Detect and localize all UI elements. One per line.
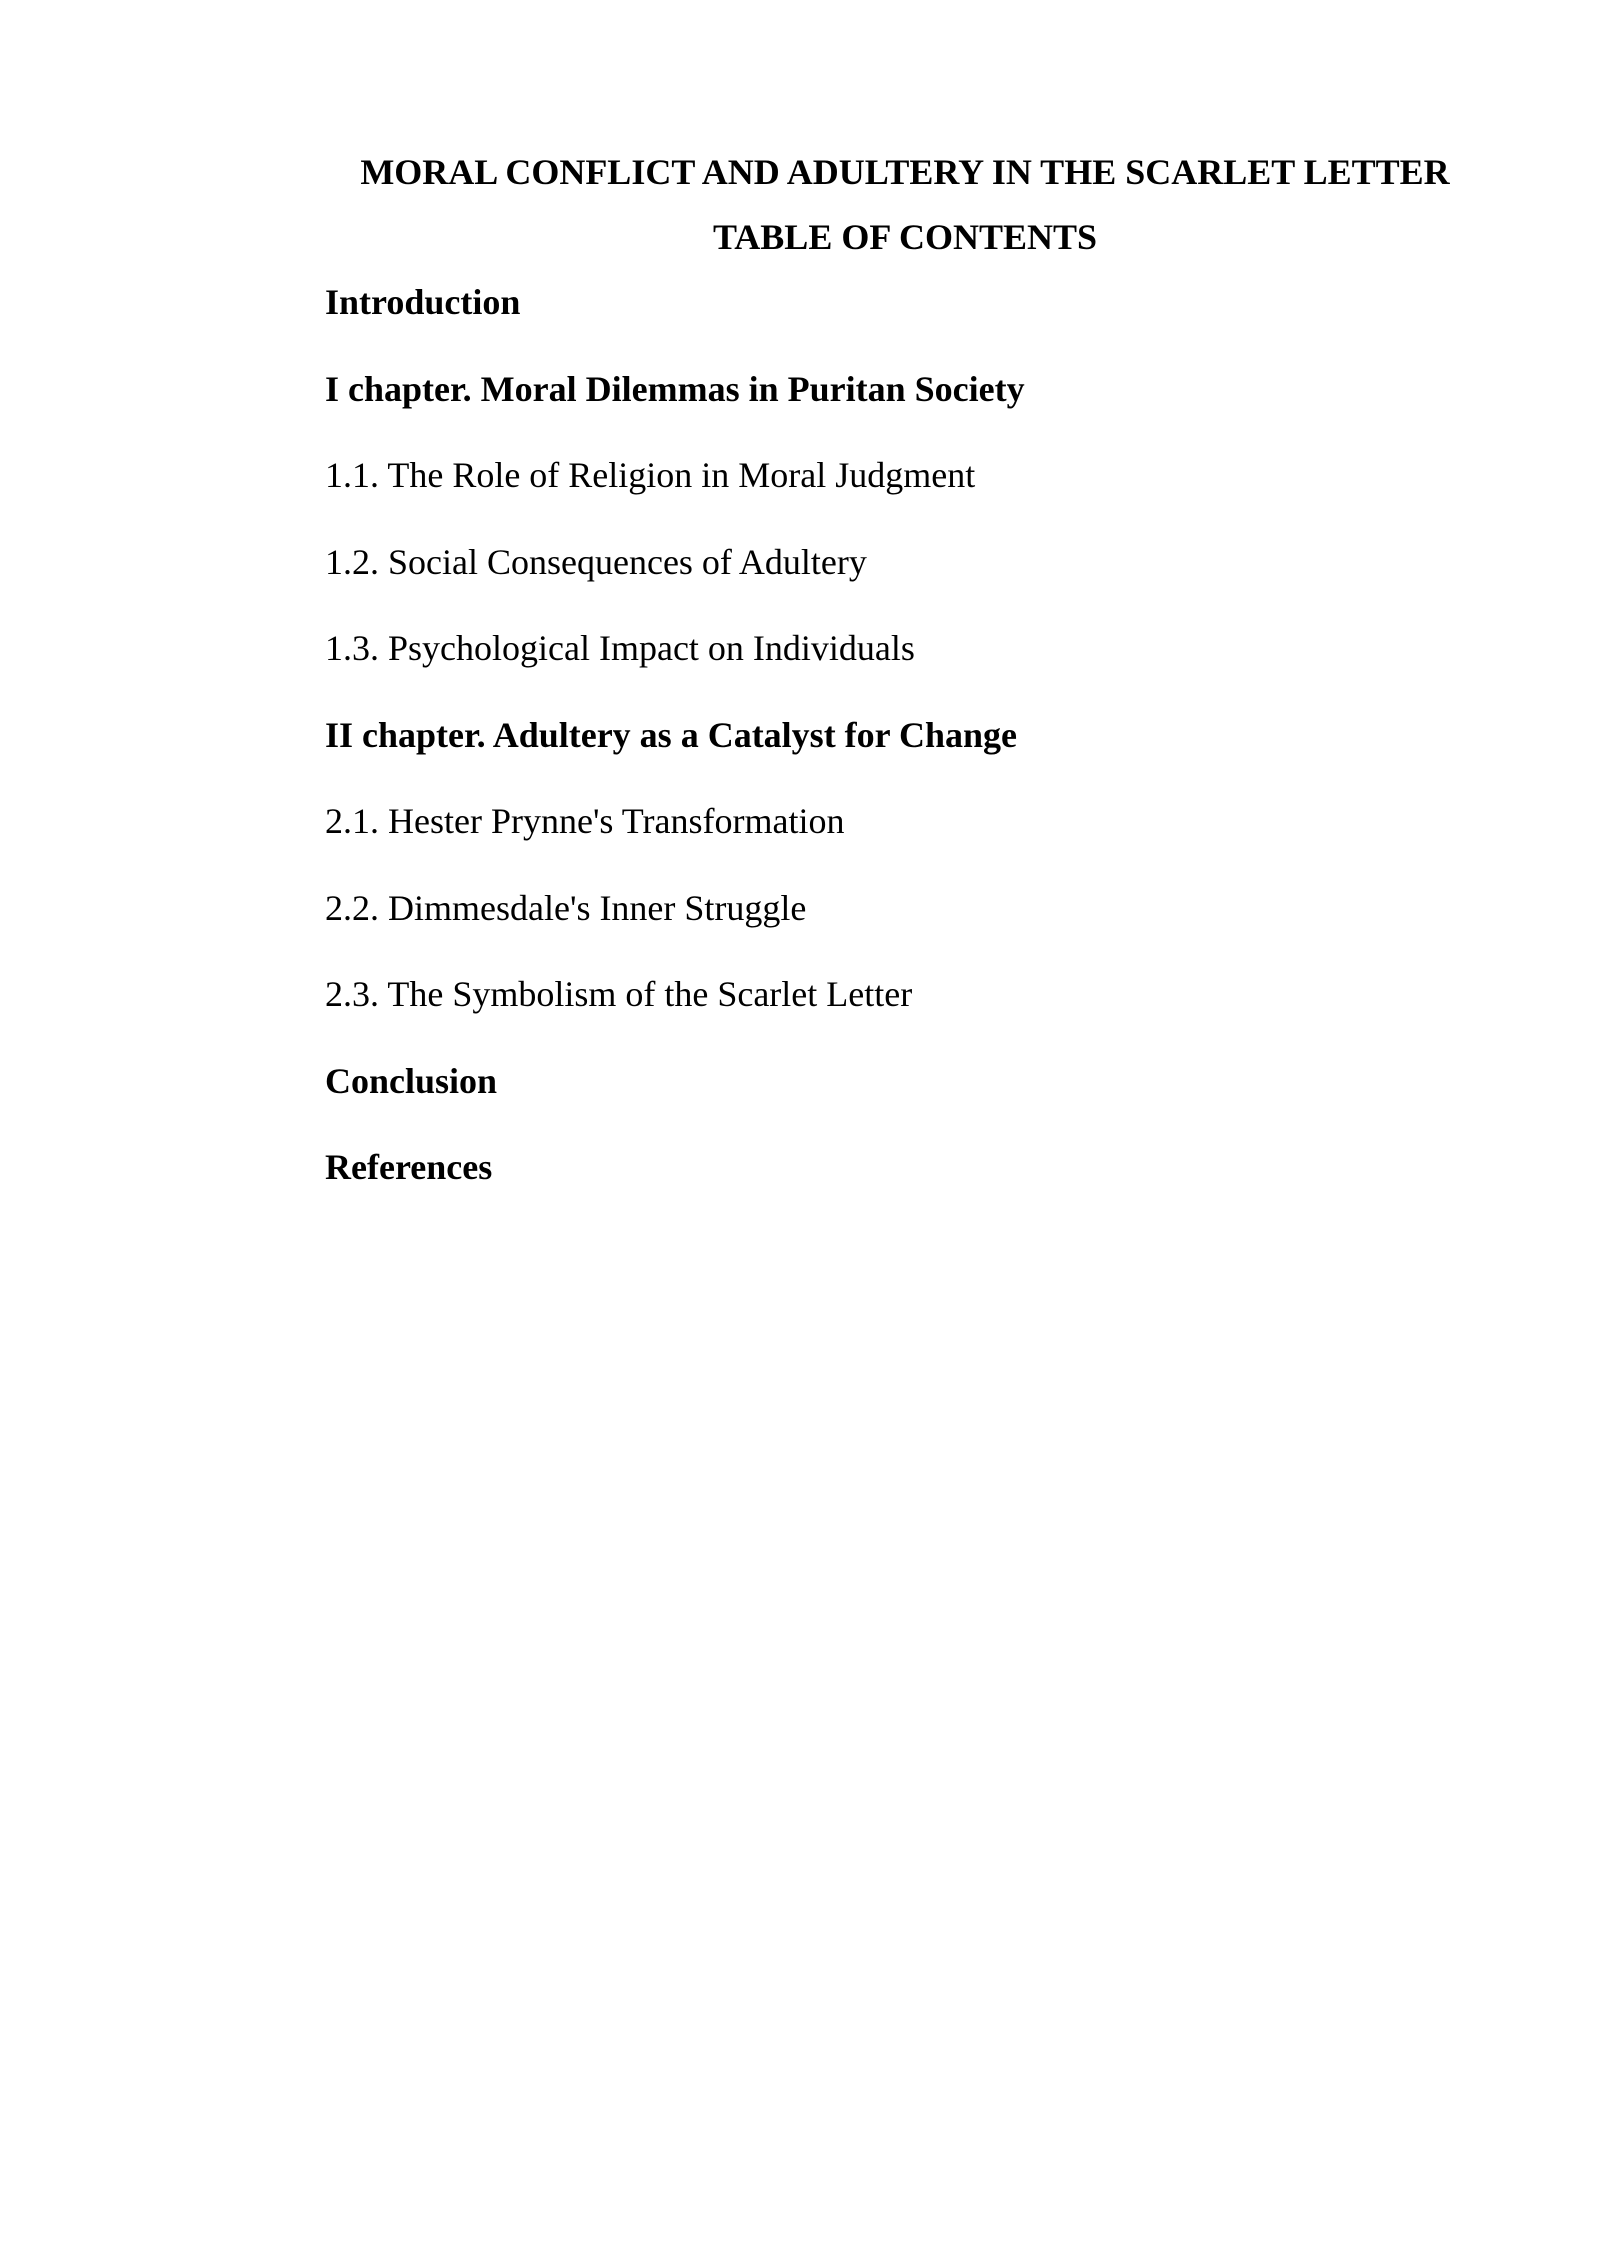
toc-heading: TABLE OF CONTENTS (712, 217, 1098, 257)
toc-section-entry: References (325, 1147, 493, 1187)
toc-section-entry: Introduction (325, 282, 521, 322)
toc-subsection-entry: 2.3. The Symbolism of the Scarlet Letter (325, 974, 913, 1014)
toc-section-entry: I chapter. Moral Dilemmas in Puritan Society (325, 368, 1025, 409)
toc-section-entry: II chapter. Adultery as a Catalyst for Change (325, 714, 1018, 755)
document-title: MORAL CONFLICT AND ADULTERY IN THE SCARLET LETTER (360, 152, 1450, 192)
toc-subsection-entry: 2.2. Dimmesdale's Inner Struggle (325, 887, 807, 928)
toc-subsection-entry: 1.1. The Role of Religion in Moral Judgment (325, 455, 976, 495)
toc-subsection-entry: 1.2. Social Consequences of Adultery (325, 541, 867, 582)
toc-subsection-entry: 1.3. Psychological Impact on Individuals (325, 628, 915, 668)
table-of-contents (325, 280, 1485, 1232)
toc-subsection-entry: 2.1. Hester Prynne's Transformation (325, 801, 845, 841)
toc-section-entry: Conclusion (325, 1060, 498, 1101)
